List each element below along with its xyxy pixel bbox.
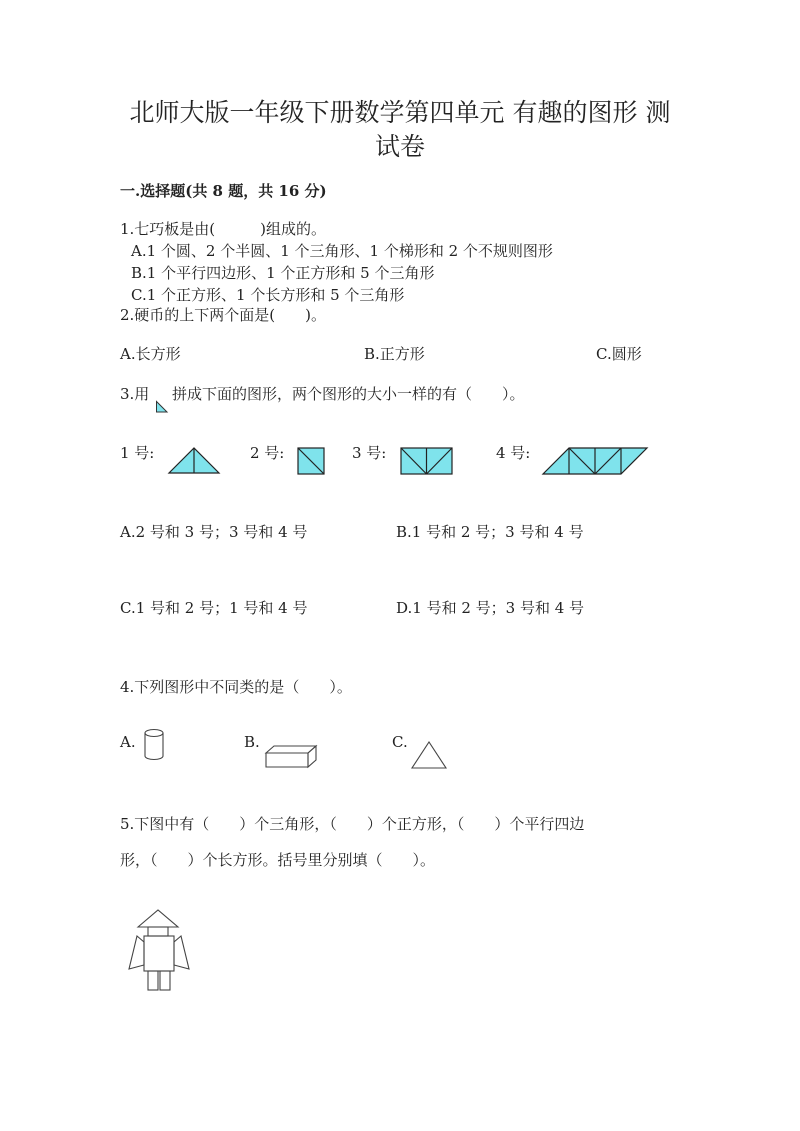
figure-4-parallelogram (542, 447, 648, 475)
cylinder-icon (143, 728, 165, 762)
figure-1-label: 1 号: (120, 444, 155, 462)
question-4-option-c: C. (392, 733, 408, 751)
question-5-line-1: 5.下图中有（ ）个三角形，（ ）个正方形，（ ）个平行四边 (120, 815, 585, 833)
question-4-option-b: B. (244, 733, 260, 751)
question-3-option-d: D.1 号和 2 号；3 号和 4 号 (396, 599, 585, 617)
question-4-stem: 4.下列图形中不同类的是（ ）。 (120, 678, 352, 696)
figure-2-square (297, 447, 325, 475)
section-heading: 一.选择题(共 8 题，共 16 分) (120, 182, 327, 200)
question-1-option-c: C.1 个正方形、1 个长方形和 5 个三角形 (131, 286, 405, 304)
question-2-stem: 2.硬币的上下两个面是( )。 (120, 306, 327, 324)
page-title-line-1: 北师大版一年级下册数学第四单元 有趣的图形 测 (129, 98, 671, 127)
small-triangle-icon (156, 401, 168, 413)
figure-4-label: 4 号: (496, 444, 531, 462)
figure-1-triangle (168, 447, 220, 474)
figure-3-label: 3 号: (352, 444, 387, 462)
question-4-option-a: A. (120, 733, 136, 751)
figure-3-rectangle (400, 447, 453, 475)
question-1-stem: 1.七巧板是由( )组成的。 (120, 220, 327, 238)
question-2-option-c: C.圆形 (596, 345, 642, 363)
cuboid-icon (265, 744, 317, 768)
question-3-option-c: C.1 号和 2 号；1 号和 4 号 (120, 599, 308, 617)
question-1-option-b: B.1 个平行四边形、1 个正方形和 5 个三角形 (131, 264, 435, 282)
question-2-option-a: A.长方形 (120, 345, 181, 363)
question-3-option-b: B.1 号和 2 号；3 号和 4 号 (396, 523, 584, 541)
question-3-stem-suffix: 拼成下面的图形，两个图形的大小一样的有（ ）。 (172, 385, 525, 403)
question-1-option-a: A.1 个圆、2 个半圆、1 个三角形、1 个梯形和 2 个不规则图形 (131, 242, 553, 260)
triangle-icon (411, 741, 447, 769)
robot-figure (124, 908, 194, 992)
figure-2-label: 2 号: (250, 444, 285, 462)
question-3-stem-prefix: 3.用 (120, 385, 150, 403)
question-3-option-a: A.2 号和 3 号；3 号和 4 号 (120, 523, 308, 541)
question-2-option-b: B.正方形 (364, 345, 425, 363)
question-5-line-2: 形，（ ）个长方形。括号里分别填（ ）。 (120, 851, 436, 869)
page-title-line-2: 试卷 (374, 132, 425, 161)
